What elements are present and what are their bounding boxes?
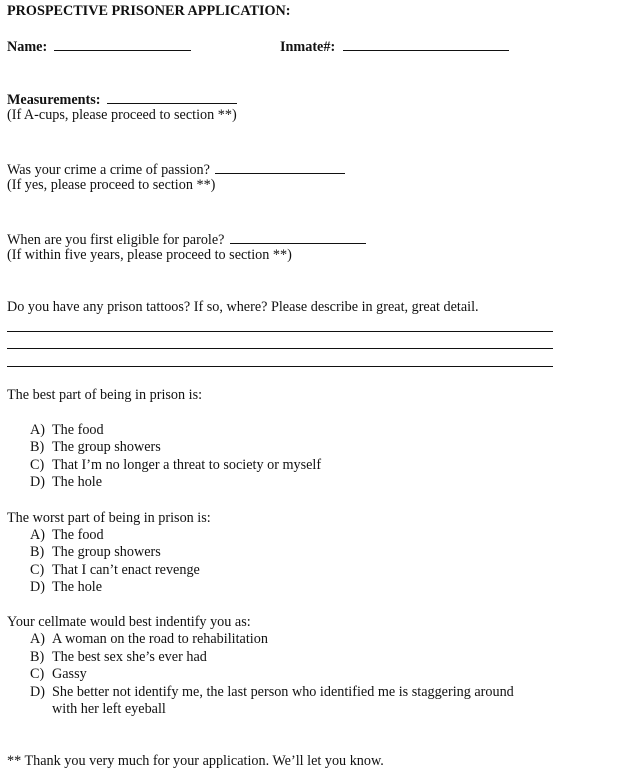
- best-part-option-b[interactable]: [30, 439, 161, 456]
- tattoo-answer-line-3[interactable]: [7, 366, 553, 367]
- option-letter: D): [30, 579, 45, 595]
- cellmate-option-c[interactable]: [30, 666, 87, 683]
- option-letter: C): [30, 666, 45, 682]
- worst-part-option-c[interactable]: [30, 562, 200, 579]
- option-letter: D): [30, 684, 45, 700]
- tattoo-answer-line-2[interactable]: [7, 348, 553, 349]
- best-part-option-d[interactable]: [30, 474, 102, 491]
- inmate-field[interactable]: [343, 37, 509, 51]
- option-letter: A): [30, 527, 45, 543]
- measurements-field[interactable]: [107, 90, 237, 104]
- parole-field[interactable]: [230, 230, 366, 244]
- option-text: The food: [52, 422, 104, 438]
- tattoo-question: Do you have any prison tattoos? If so, where? Please describe in great, great detail.: [7, 299, 479, 315]
- name-row: [7, 37, 191, 56]
- option-letter: C): [30, 562, 45, 578]
- option-letter: D): [30, 474, 45, 490]
- best-part-question: The best part of being in prison is:: [7, 387, 203, 403]
- worst-part-option-b[interactable]: [30, 544, 161, 561]
- passion-question: Was your crime a crime of passion?: [7, 162, 210, 178]
- worst-part-question: The worst part of being in prison is:: [7, 510, 211, 526]
- option-letter: C): [30, 457, 45, 473]
- option-text: The hole: [52, 579, 103, 595]
- name-label: Name:: [7, 39, 48, 55]
- footer-note: ** Thank you very much for your application. We’ll let you know.: [7, 753, 384, 769]
- inmate-label: Inmate#:: [280, 39, 336, 55]
- name-field[interactable]: [54, 37, 191, 51]
- option-letter: B): [30, 544, 45, 560]
- parole-note: (If within five years, please proceed to section **): [7, 247, 292, 263]
- option-letter: B): [30, 439, 45, 455]
- option-text: The group showers: [52, 544, 161, 560]
- parole-question: When are you first eligible for parole?: [7, 232, 225, 248]
- tattoo-answer-line-1[interactable]: [7, 331, 553, 332]
- cellmate-option-a[interactable]: [30, 631, 268, 648]
- option-text: A woman on the road to rehabilitation: [52, 631, 268, 647]
- cellmate-option-d-continuation: with her left eyeball: [52, 701, 166, 717]
- option-letter: B): [30, 649, 45, 665]
- passion-note: (If yes, please proceed to section **): [7, 177, 216, 193]
- measurements-label: Measurements:: [7, 92, 101, 108]
- option-text: The best sex she’s ever had: [52, 649, 207, 665]
- option-letter: A): [30, 631, 45, 647]
- worst-part-option-a[interactable]: [30, 527, 104, 544]
- form-title: PROSPECTIVE PRISONER APPLICATION:: [7, 3, 291, 19]
- option-text: The group showers: [52, 439, 161, 455]
- cellmate-option-b[interactable]: [30, 649, 207, 666]
- inmate-row: [280, 37, 509, 56]
- option-text: The hole: [52, 474, 103, 490]
- option-text: That I’m no longer a threat to society or myself: [52, 457, 322, 473]
- option-text: That I can’t enact revenge: [52, 562, 200, 578]
- option-text: Gassy: [52, 666, 87, 682]
- measurements-note: (If A-cups, please proceed to section **): [7, 107, 237, 123]
- cellmate-option-d[interactable]: [30, 684, 514, 701]
- best-part-option-a[interactable]: [30, 422, 104, 439]
- worst-part-option-d[interactable]: [30, 579, 102, 596]
- option-letter: A): [30, 422, 45, 438]
- passion-field[interactable]: [215, 160, 345, 174]
- best-part-option-c[interactable]: [30, 457, 321, 474]
- option-text: She better not identify me, the last person who identified me is staggering around: [52, 684, 514, 700]
- option-text: The food: [52, 527, 104, 543]
- cellmate-question: Your cellmate would best indentify you as:: [7, 614, 251, 630]
